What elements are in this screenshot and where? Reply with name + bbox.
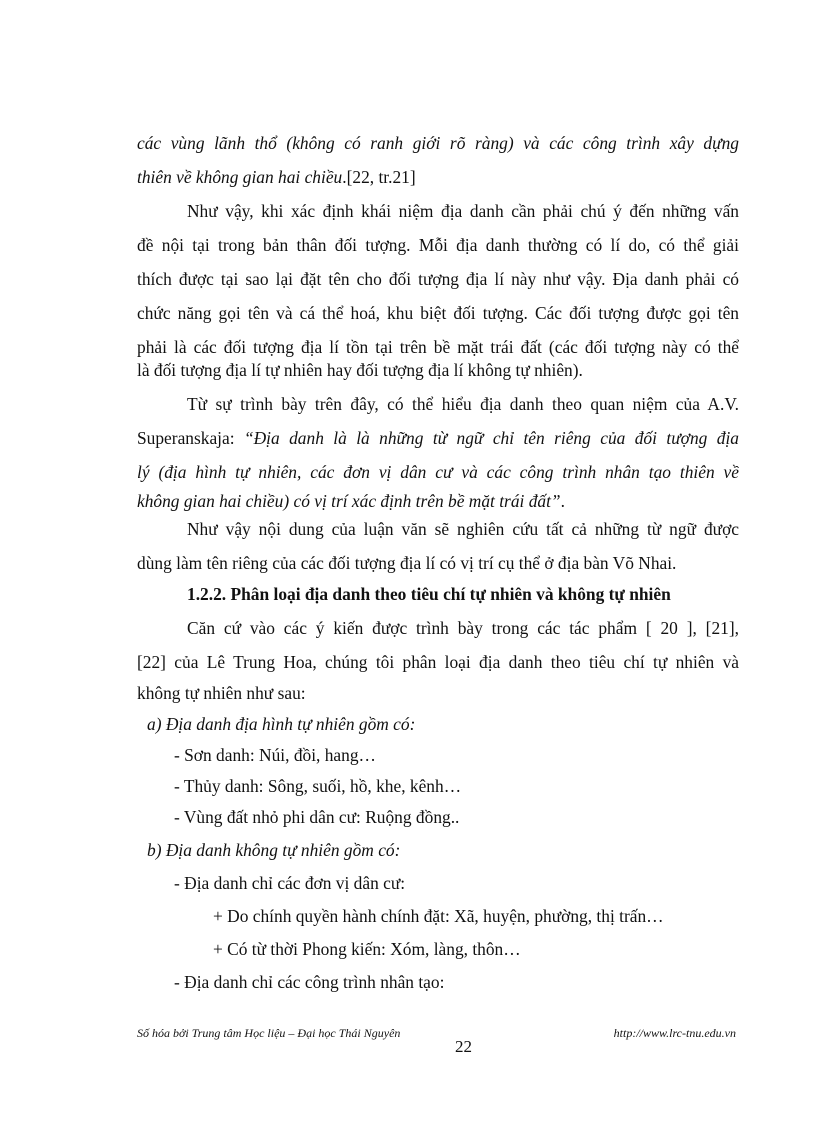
body-line: thích được tại sao lại đặt tên cho đối tượng địa lí này như vậy. Địa danh phải có: [137, 269, 739, 289]
quote-text: không gian hai chiều) có vị trí xác định trên bề mặt trái đất”: [137, 491, 561, 511]
body-line: chức năng gọi tên và cá thể hoá, khu biệt đối tượng. Các đối tượng được gọi tên: [137, 303, 739, 323]
body-line: [137, 427, 739, 449]
footer-source: Số hóa bởi Trung tâm Học liệu – Đại học Thái Nguyên: [137, 1026, 401, 1040]
body-line: Căn cứ vào các ý kiến được trình bày trong các tác phẩm [ 20 ], [21],: [187, 618, 739, 638]
list-item: - Địa danh chỉ các đơn vị dân cư:: [174, 873, 406, 893]
list-title: a) Địa danh địa hình tự nhiên gồm có:: [147, 714, 416, 734]
body-line: các vùng lãnh thổ (không có ranh giới rõ ràng) và các công trình xây dựng: [137, 133, 739, 153]
body-line: [137, 490, 739, 512]
body-line: [137, 166, 739, 188]
body-line: không tự nhiên như sau:: [137, 683, 306, 703]
body-line: Từ sự trình bày trên đây, có thể hiểu địa danh theo quan niệm của A.V.: [187, 394, 739, 414]
footer-url: http://www.lrc-tnu.edu.vn: [613, 1026, 736, 1040]
body-line: đề nội tại trong bản thân đối tượng. Mỗi địa danh thường có lí do, có thể giải: [137, 235, 739, 255]
list-item: - Thủy danh: Sông, suối, hồ, khe, kênh…: [174, 776, 462, 796]
sub-list-item: + Có từ thời Phong kiến: Xóm, làng, thôn…: [213, 939, 521, 959]
sub-list-item: + Do chính quyền hành chính đặt: Xã, huyện, phường, thị trấn…: [213, 906, 664, 926]
body-line: phải là các đối tượng địa lí tồn tại trên bề mặt trái đất (các đối tượng này có thể: [137, 337, 739, 357]
list-item: - Vùng đất nhỏ phi dân cư: Ruộng đồng..: [174, 807, 460, 827]
period: .: [560, 491, 565, 511]
body-line: Như vậy nội dung của luận văn sẽ nghiên cứu tất cả những từ ngữ được: [187, 519, 739, 539]
list-title: b) Địa danh không tự nhiên gồm có:: [147, 840, 401, 860]
body-line: Như vậy, khi xác định khái niệm địa danh cần phải chú ý đến những vấn: [187, 201, 739, 221]
page-number: 22: [455, 1037, 472, 1056]
italic-text: thiên về không gian hai chiều: [137, 167, 343, 187]
quote-text: “Địa danh là là những từ ngữ chỉ tên riêng của đối tượng địa: [243, 428, 739, 448]
list-item: - Sơn danh: Núi, đồi, hang…: [174, 745, 376, 765]
author-name: Superanskaja:: [137, 428, 244, 448]
section-heading: 1.2.2. Phân loại địa danh theo tiêu chí tự nhiên và không tự nhiên: [187, 584, 671, 604]
body-line: là đối tượng địa lí tự nhiên hay đối tượng địa lí không tự nhiên).: [137, 360, 583, 380]
list-item: - Địa danh chỉ các công trình nhân tạo:: [174, 972, 445, 992]
body-line: dùng làm tên riêng của các đối tượng địa lí có vị trí cụ thể ở địa bàn Võ Nhai.: [137, 553, 677, 573]
body-line: [22] của Lê Trung Hoa, chúng tôi phân loại địa danh theo tiêu chí tự nhiên và: [137, 652, 739, 672]
body-line: lý (địa hình tự nhiên, các đơn vị dân cư và các công trình nhân tạo thiên về: [137, 462, 739, 482]
citation: .[22, tr.21]: [342, 167, 416, 187]
